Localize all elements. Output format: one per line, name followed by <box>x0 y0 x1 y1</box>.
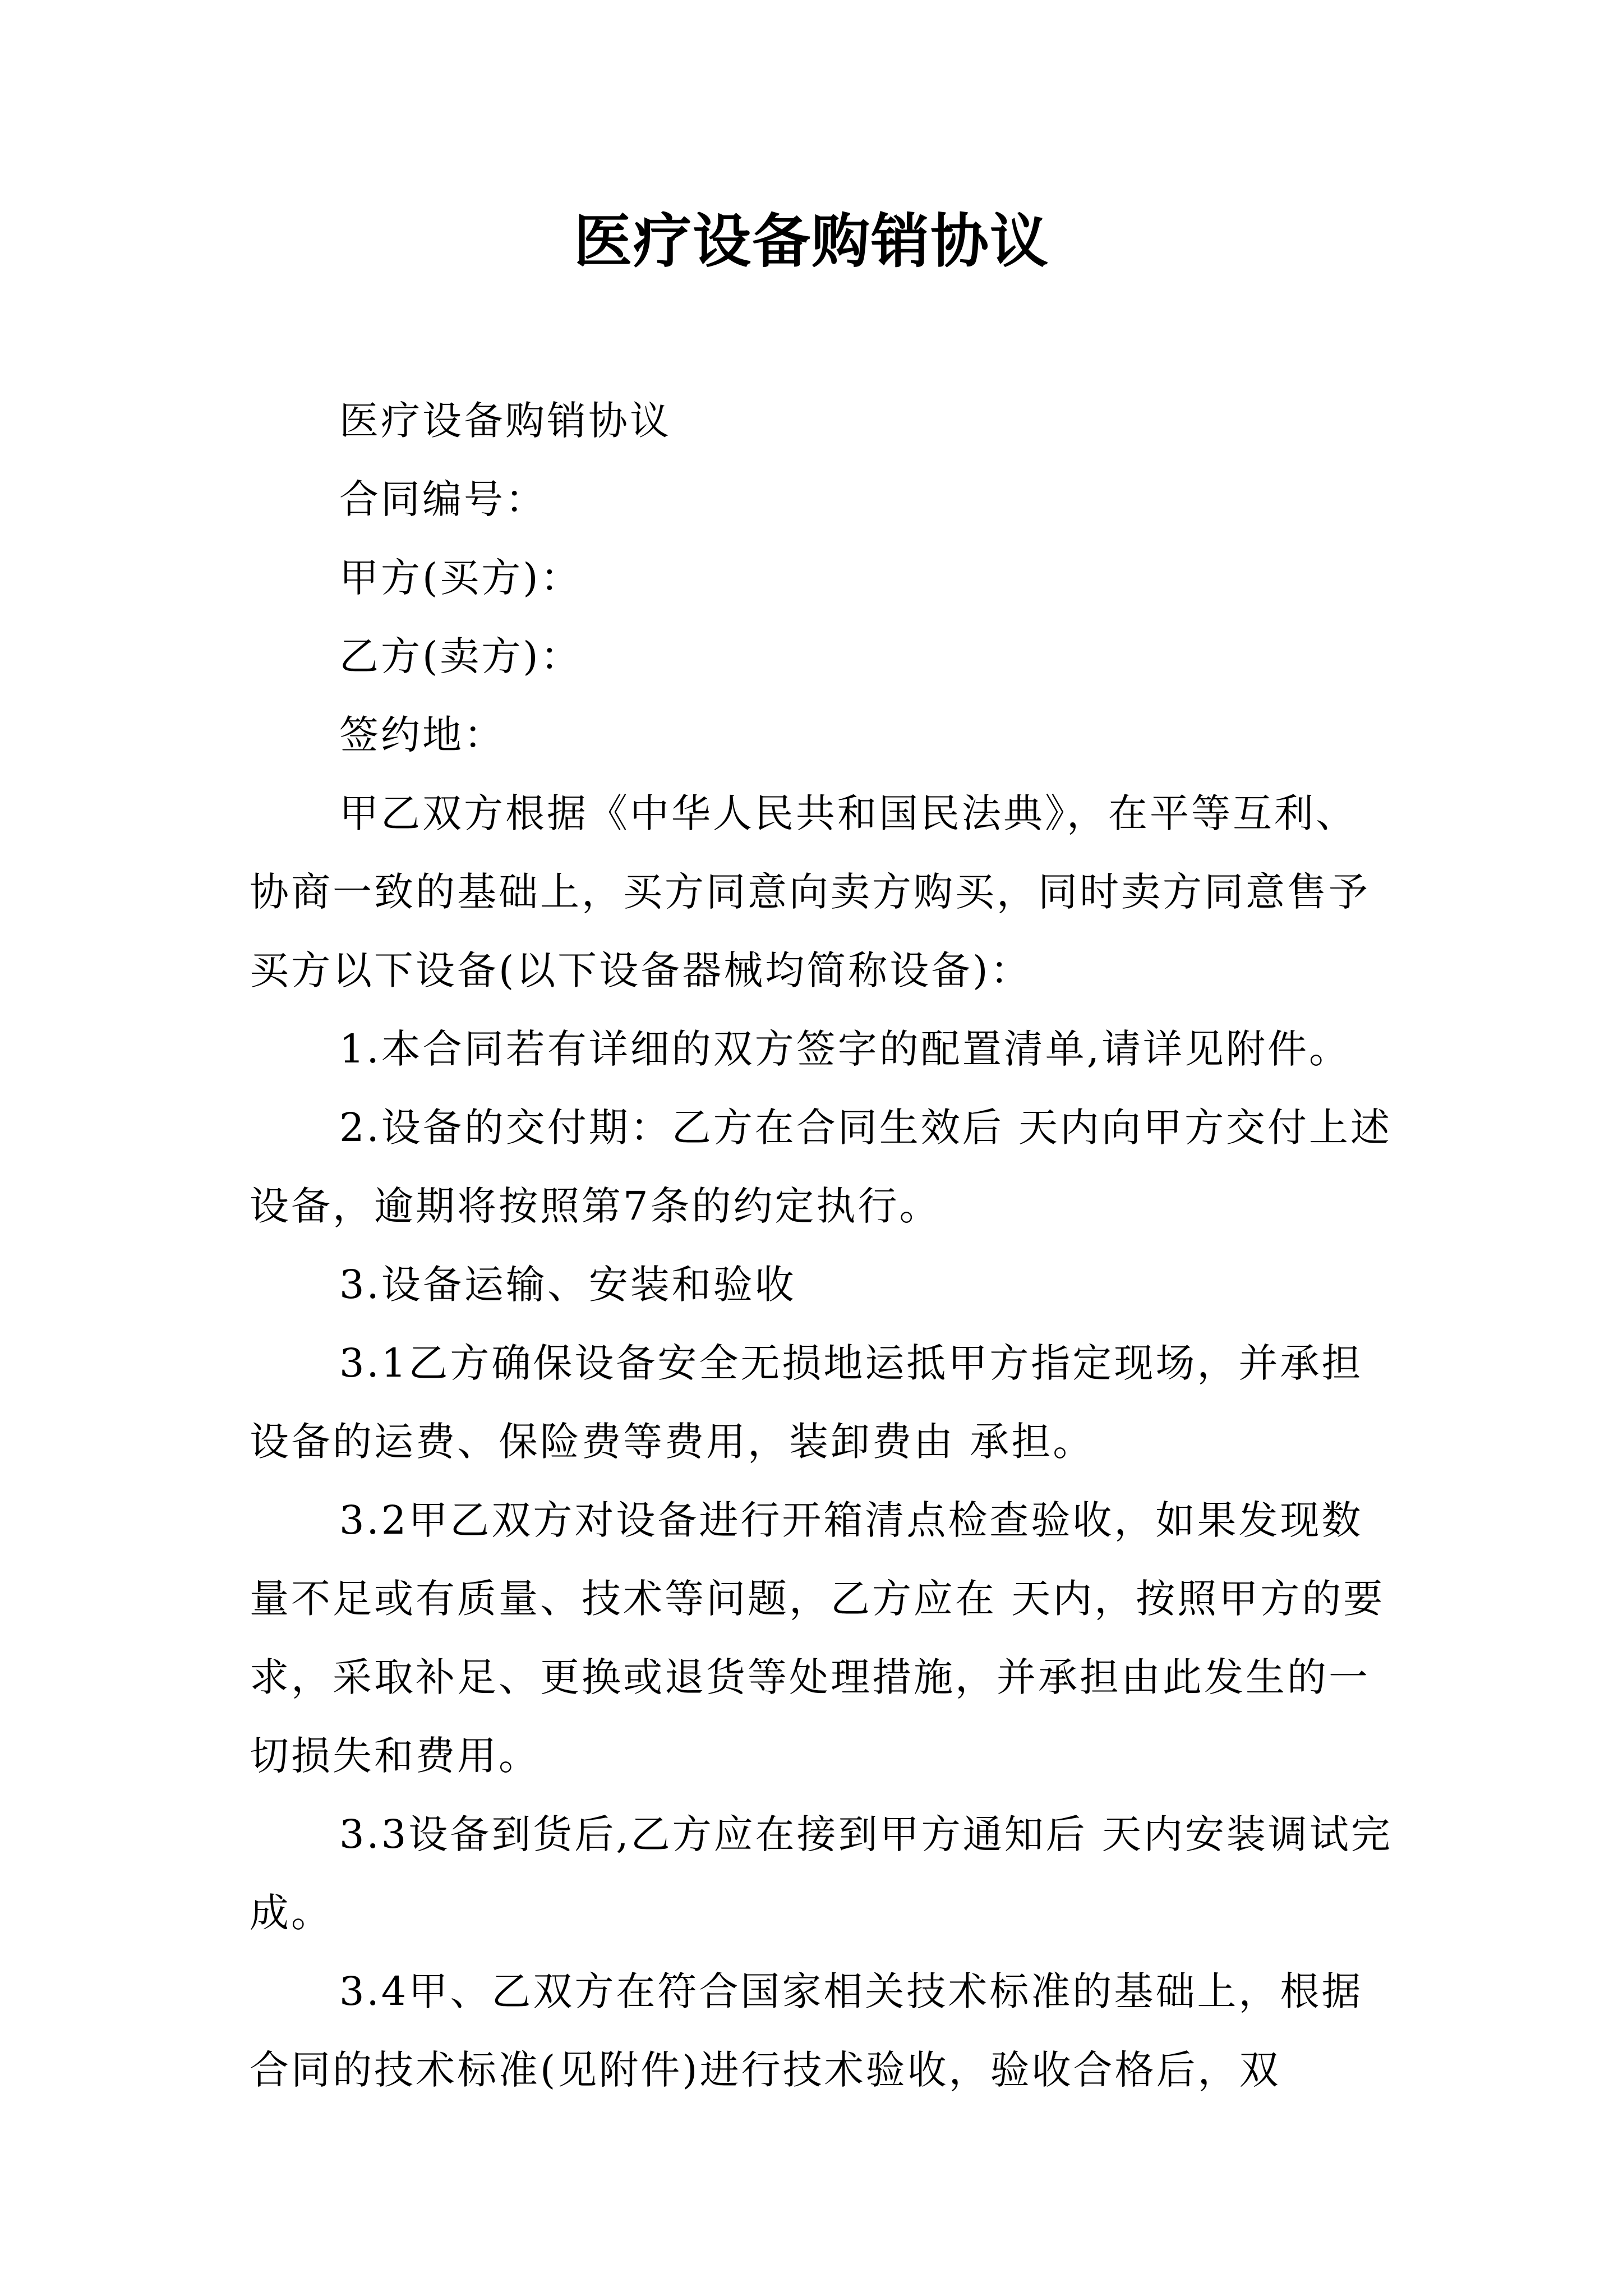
paragraph-preamble: 甲乙双方根据《中华人民共和国民法典》，在平等互利、协商一致的基础上，买方同意向卖方购买，同时卖方同意售予买方以下设备(以下设备器械均简称设备)： <box>250 790 1370 993</box>
paragraph-clause-3-4: 3.4甲、乙双方在符合国家相关技术标准的基础上，根据合同的技术标准(见附件)进行技术验收，验收合格后，双 <box>250 1968 1363 2093</box>
paragraph-clause-3: 3.设备运输、安装和验收 <box>339 1262 796 1308</box>
paragraph-signing-place: 签约地： <box>339 712 505 758</box>
document-title: 医疗设备购销协议 <box>573 206 1049 275</box>
paragraph-contract-number: 合同编号： <box>339 476 547 522</box>
paragraph-clause-3-2: 3.2甲乙双方对设备进行开箱清点检查验收，如果发现数量不足或有质量、技术等问题，乙方应在 天内，按照甲方的要求，采取补足、更换或退货等处理措施，并承担由此发生的一切损失和费用。 <box>250 1497 1385 1779</box>
paragraph-party-b: 乙方(卖方)： <box>339 633 582 679</box>
paragraph-clause-1: 1.本合同若有详细的双方签字的配置清单,请详见附件。 <box>339 1026 1351 1072</box>
paragraph-party-a: 甲方(买方)： <box>339 555 582 601</box>
paragraph-heading: 医疗设备购销协议 <box>339 398 671 444</box>
document-body <box>250 381 1394 2109</box>
paragraph-clause-3-3: 3.3设备到货后,乙方应在接到甲方通知后 天内安装调试完成。 <box>250 1811 1393 1936</box>
paragraph-clause-3-1: 3.1乙方确保设备安全无损地运抵甲方指定现场，并承担设备的运费、保险费等费用，装卸费由 承担。 <box>250 1340 1363 1465</box>
paragraph-clause-2: 2.设备的交付期：乙方在合同生效后 天内向甲方交付上述设备，逾期将按照第7条的约定执行。 <box>250 1105 1393 1229</box>
